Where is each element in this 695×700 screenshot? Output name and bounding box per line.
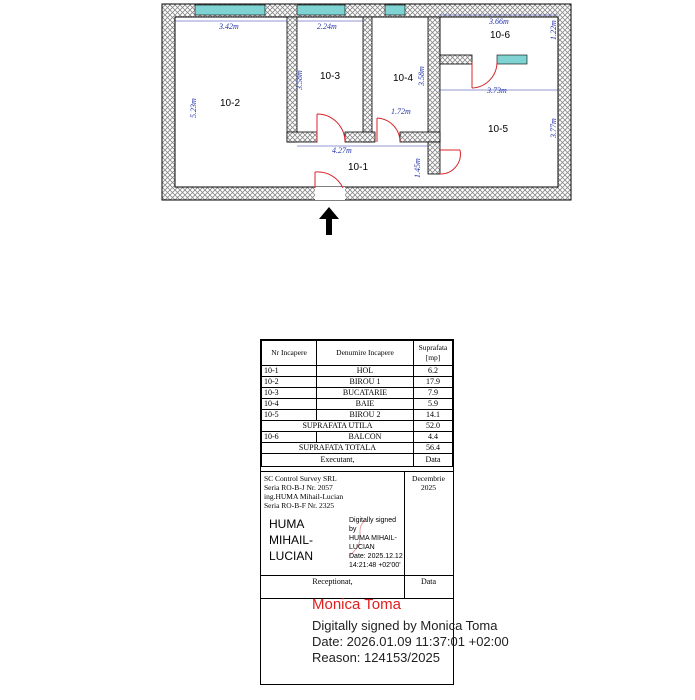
date-year: 2025 [421, 483, 436, 492]
signature-name-1 [269, 516, 313, 564]
wall-bottom-10-3b [345, 132, 375, 142]
surface-table [261, 340, 453, 467]
cell-area: 7.9 [414, 388, 453, 399]
cell-area: 6.2 [414, 366, 453, 377]
receptionat-label: Receptionat, [261, 576, 405, 598]
dim-10-5-height: 3.77m [549, 118, 558, 138]
dim-10-6-height: 1.22m [549, 20, 558, 40]
room-label-10-5: 10-5 [488, 124, 509, 135]
floor-plan [0, 0, 695, 240]
signature-info-line: Reason: 124153/2025 [312, 650, 440, 665]
cell-name: BALCON [317, 432, 414, 443]
cell-area: 5.9 [414, 399, 453, 410]
cell-nr: 10-5 [262, 410, 317, 421]
wall-10-4-right [428, 17, 440, 142]
executant-row [262, 454, 453, 467]
cell-area: 4.4 [414, 432, 453, 443]
table-row [262, 366, 453, 377]
company-name: SC Control Survey SRL [264, 474, 337, 483]
util-area: 52.0 [414, 421, 453, 432]
room-label-10-2: 10-2 [220, 98, 241, 109]
door-entrance [315, 172, 345, 200]
signature-info-line: Date: 2026.01.09 11:37:01 +02:00 [312, 634, 509, 649]
cell-nr: 10-3 [262, 388, 317, 399]
dim-10-5-width: 3.73m [487, 86, 507, 95]
signature-name-line: MIHAIL- [269, 533, 314, 547]
total-area: 56.4 [414, 443, 453, 454]
entrance-arrow-icon [318, 207, 340, 235]
door-10-6 [472, 62, 497, 88]
wall-bottom-10-4 [400, 132, 440, 142]
total-row [262, 443, 453, 454]
signature-name-line: HUMA [269, 517, 305, 531]
signature-info-line: Digitally signed by Monica Toma [312, 618, 498, 633]
wall-10-3-10-4 [363, 17, 372, 142]
wall-10-6-bottom [440, 55, 472, 64]
header-area: Suprafata [mp] [414, 341, 453, 366]
cell-area: 14.1 [414, 410, 453, 421]
header-name: Denumire Incapere [317, 341, 414, 366]
signature-info-line: Digitally signed by [349, 517, 397, 533]
signature-info-line: 14:21:48 +02'00' [349, 562, 401, 569]
door-10-3 [317, 114, 345, 142]
table-row [262, 399, 453, 410]
signature-info-2 [312, 618, 509, 666]
room-label-10-1: 10-1 [348, 162, 369, 173]
wall-bottom-10-3 [287, 132, 317, 142]
signature-info-line: HUMA MIHAIL- [349, 535, 397, 542]
dim-10-1-height: 1.45m [413, 158, 422, 178]
engineer-series: Seria RO-B-F Nr. 2325 [264, 501, 334, 510]
executant-date [404, 472, 453, 492]
room-label-10-3: 10-3 [320, 71, 341, 82]
dim-10-1-width: 4.27m [332, 146, 352, 155]
header-nr: Nr Incapere [262, 341, 317, 366]
table-row [262, 388, 453, 399]
company-series: Seria RO-B-J Nr. 2057 [264, 483, 333, 492]
cell-nr: 10-2 [262, 377, 317, 388]
cell-nr: 10-6 [262, 432, 317, 443]
cell-name: BIROU 2 [317, 410, 414, 421]
table-row [262, 410, 453, 421]
dim-10-3-height: 3.58m [295, 70, 304, 90]
room-label-10-4: 10-4 [393, 73, 414, 84]
signature-info-line: Date: 2025.12.12 [349, 553, 403, 560]
window-10-4 [385, 5, 405, 15]
dim-10-4-height: 3.58m [417, 66, 426, 86]
dim-10-2-height: 5.23m [189, 98, 198, 118]
door-10-5 [440, 150, 460, 174]
util-row [262, 421, 453, 432]
signature-name-line: LUCIAN [269, 549, 314, 563]
executant-date-label: Data [414, 454, 453, 467]
dim-10-6-width: 3.66m [489, 17, 509, 26]
executant-label: Executant, [262, 454, 414, 467]
window-10-2 [195, 5, 265, 15]
door-10-4 [377, 118, 400, 142]
executant-details [261, 472, 405, 576]
engineer-name: ing.HUMA Mihail-Lucian [264, 492, 344, 501]
wall-10-1-right [428, 142, 440, 174]
cell-nr: 10-1 [262, 366, 317, 377]
room-label-10-6: 10-6 [490, 30, 511, 41]
cell-name: BAIE [317, 399, 414, 410]
signature-info-line: LUCIAN [349, 544, 375, 551]
total-label: SUPRAFATA TOTALA [262, 443, 414, 454]
cell-area: 17.9 [414, 377, 453, 388]
executant-block [261, 471, 453, 576]
window-10-3 [297, 5, 345, 15]
dim-10-2-width: 3.42m [219, 22, 239, 31]
signature-name-2: Monica Toma [312, 596, 401, 613]
receptionat-date-label: Data [420, 577, 437, 586]
dim-10-4-width: 1.72m [391, 107, 411, 116]
util-label: SUPRAFATA UTILA [262, 421, 414, 432]
date-month: Decembrie [412, 474, 445, 483]
dim-10-3-width: 2.24m [317, 22, 337, 31]
table-row [262, 377, 453, 388]
window-10-6 [497, 55, 527, 64]
signature-info-1 [349, 516, 404, 570]
cell-nr: 10-4 [262, 399, 317, 410]
table-row [262, 432, 453, 443]
cell-name: HOL [317, 366, 414, 377]
cell-name: BIROU 1 [317, 377, 414, 388]
cell-name: BUCATARIE [317, 388, 414, 399]
